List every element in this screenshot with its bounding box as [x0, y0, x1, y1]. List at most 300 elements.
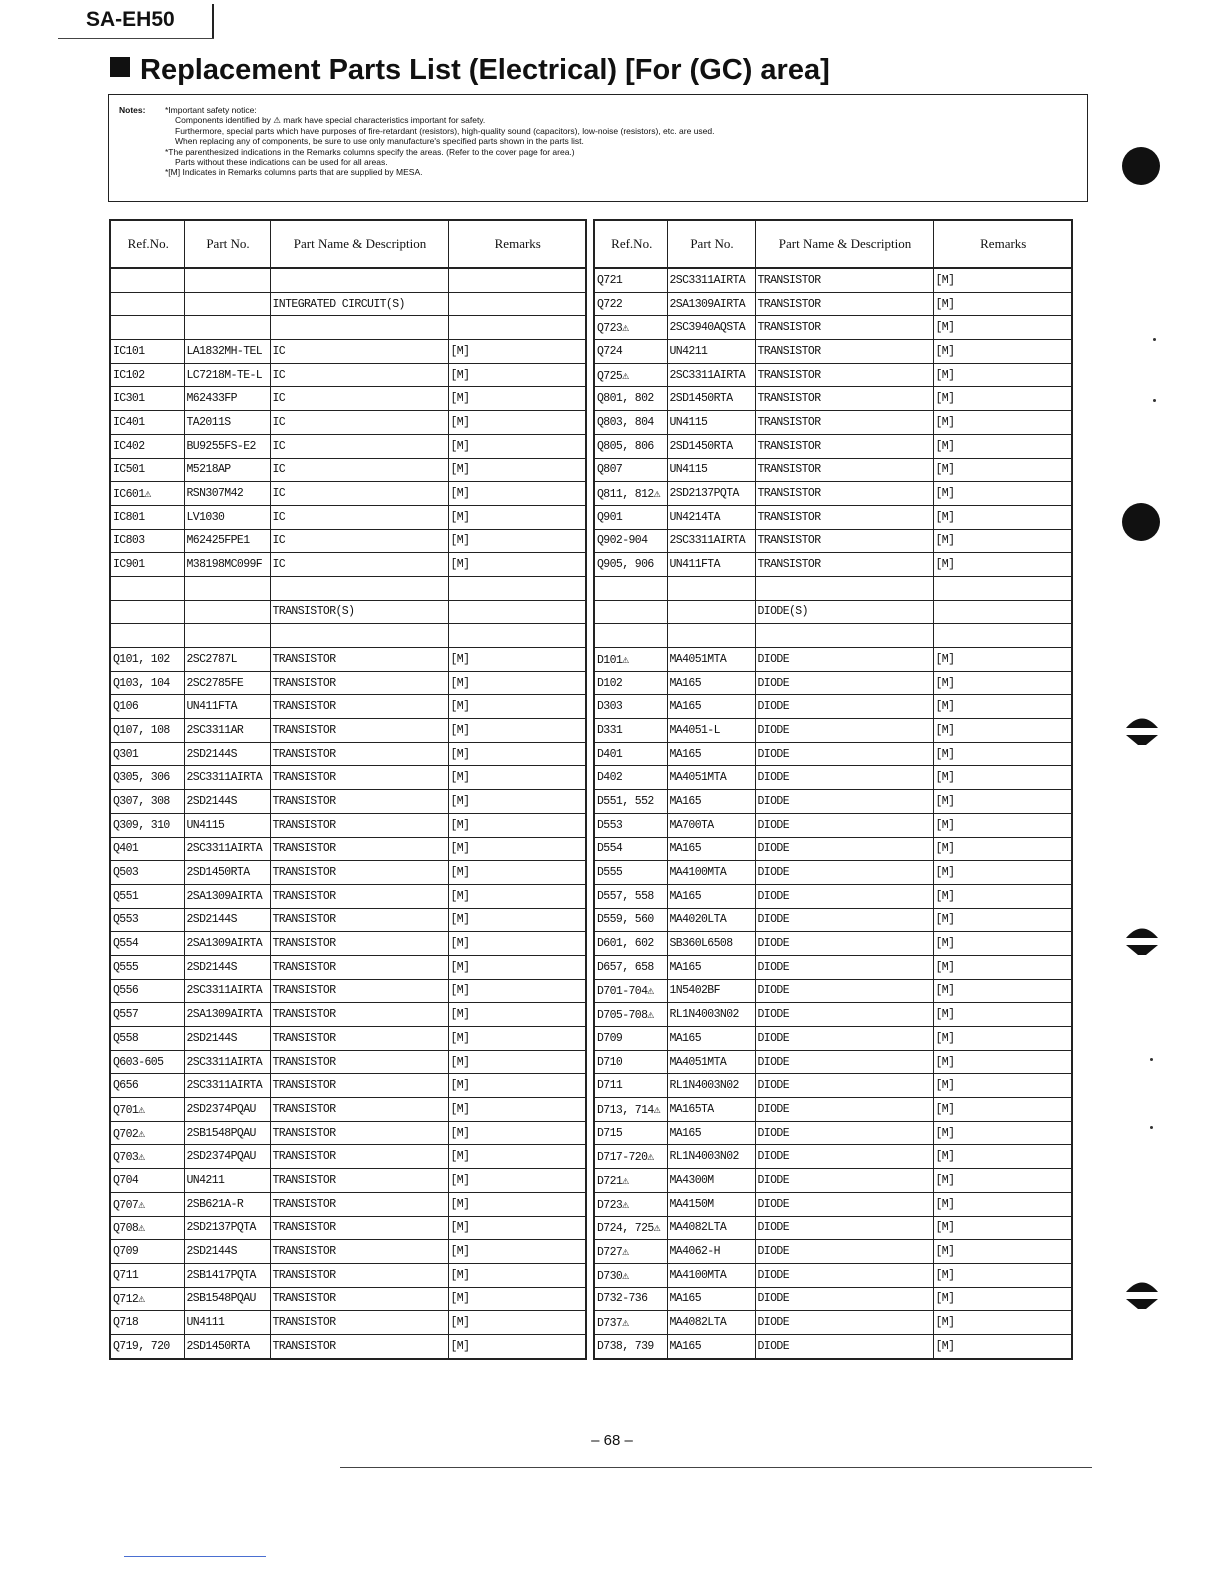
ref-no-cell	[110, 624, 184, 648]
remarks-cell: [M]	[933, 955, 1072, 979]
remarks-cell: [M]	[448, 363, 586, 387]
description-cell: DIODE	[755, 648, 933, 672]
table-row	[110, 434, 586, 458]
part-no-cell: MA4051MTA	[667, 1050, 755, 1074]
table-row	[110, 1121, 586, 1145]
remarks-cell	[448, 576, 586, 600]
part-no-cell: MA4051-L	[667, 719, 755, 743]
ref-no-cell: D553	[594, 813, 667, 837]
table-row	[594, 742, 1072, 766]
description-cell: IC	[270, 340, 448, 364]
table-row	[594, 932, 1072, 956]
part-no-cell: MA4100MTA	[667, 1263, 755, 1287]
part-no-cell: M5218AP	[184, 458, 270, 482]
description-cell: DIODE	[755, 1074, 933, 1098]
ref-no-cell: D551, 552	[594, 790, 667, 814]
part-no-cell: UN411FTA	[667, 553, 755, 577]
ref-no-cell: IC801	[110, 505, 184, 529]
part-no-cell: LC7218M-TE-L	[184, 363, 270, 387]
description-cell: IC	[270, 363, 448, 387]
table-row	[110, 790, 586, 814]
table-row	[594, 363, 1072, 387]
col-header-remarks: Remarks	[448, 220, 586, 268]
table-row	[110, 1145, 586, 1169]
description-cell: DIODE	[755, 979, 933, 1003]
remarks-cell: [M]	[448, 671, 586, 695]
description-cell: TRANSISTOR	[270, 1098, 448, 1122]
part-no-cell: 2SD1450RTA	[184, 1334, 270, 1358]
remarks-cell: [M]	[933, 884, 1072, 908]
ref-no-cell: Q554	[110, 932, 184, 956]
remarks-cell	[933, 624, 1072, 648]
table-row	[594, 837, 1072, 861]
part-no-cell: 2SC3311AIRTA	[667, 268, 755, 292]
table-row	[594, 1216, 1072, 1240]
part-no-cell: MA165	[667, 955, 755, 979]
description-cell: TRANSISTOR	[270, 790, 448, 814]
ref-no-cell: IC601⚠	[110, 482, 184, 506]
description-cell: DIODE	[755, 742, 933, 766]
table-row	[110, 1216, 586, 1240]
scan-speck	[1153, 399, 1156, 402]
part-no-cell: MA165	[667, 695, 755, 719]
remarks-cell: [M]	[448, 979, 586, 1003]
table-row	[594, 292, 1072, 316]
description-cell: TRANSISTOR	[755, 458, 933, 482]
ref-no-cell: IC402	[110, 434, 184, 458]
ref-no-cell: D559, 560	[594, 908, 667, 932]
ref-no-cell: IC901	[110, 553, 184, 577]
ref-no-cell: Q558	[110, 1027, 184, 1051]
remarks-cell: [M]	[933, 411, 1072, 435]
description-cell: TRANSISTOR	[270, 695, 448, 719]
ref-no-cell: Q718	[110, 1311, 184, 1335]
part-no-cell: M38198MC099F	[184, 553, 270, 577]
table-row	[110, 813, 586, 837]
page-title-text: Replacement Parts List (Electrical) [For (GC) area]	[140, 54, 830, 86]
col-header-description: Part Name & Description	[755, 220, 933, 268]
part-no-cell: RSN307M42	[184, 482, 270, 506]
part-no-cell: MA4150M	[667, 1192, 755, 1216]
remarks-cell: [M]	[448, 553, 586, 577]
notes-body	[165, 105, 1087, 178]
part-no-cell: 2SA1309AIRTA	[184, 1003, 270, 1027]
table-row	[594, 340, 1072, 364]
table-row	[594, 719, 1072, 743]
description-cell: DIODE	[755, 1287, 933, 1311]
description-cell: TRANSISTOR	[270, 1003, 448, 1027]
col-header-part-no: Part No.	[184, 220, 270, 268]
description-cell	[270, 268, 448, 292]
table-row	[110, 482, 586, 506]
part-no-cell: 2SD2144S	[184, 955, 270, 979]
remarks-cell: [M]	[933, 837, 1072, 861]
ref-no-cell: Q551	[110, 884, 184, 908]
remarks-cell: [M]	[448, 908, 586, 932]
table-row	[110, 742, 586, 766]
description-cell: IC	[270, 434, 448, 458]
ref-no-cell: Q902-904	[594, 529, 667, 553]
table-row	[110, 884, 586, 908]
remarks-cell: [M]	[448, 1334, 586, 1358]
notes-line: When replacing any of components, be sure to use only manufacture's specified parts shown in the parts list.	[175, 136, 584, 147]
part-no-cell: 2SB621A-R	[184, 1192, 270, 1216]
description-cell: TRANSISTOR	[270, 861, 448, 885]
ref-no-cell: Q709	[110, 1240, 184, 1264]
ref-no-cell: D721⚠	[594, 1169, 667, 1193]
remarks-cell: [M]	[933, 387, 1072, 411]
ref-no-cell	[594, 624, 667, 648]
table-row	[594, 1192, 1072, 1216]
part-no-cell: 2SB1417PQTA	[184, 1263, 270, 1287]
description-cell: DIODE(S)	[755, 600, 933, 624]
remarks-cell: [M]	[933, 1098, 1072, 1122]
notes-line: Parts without these indications can be used for all areas.	[175, 157, 388, 168]
part-no-cell: MA700TA	[667, 813, 755, 837]
remarks-cell: [M]	[933, 742, 1072, 766]
description-cell: TRANSISTOR	[270, 1240, 448, 1264]
remarks-cell: [M]	[448, 529, 586, 553]
table-row	[110, 648, 586, 672]
table-row	[594, 1121, 1072, 1145]
remarks-cell: [M]	[448, 411, 586, 435]
table-row	[110, 671, 586, 695]
description-cell: DIODE	[755, 1027, 933, 1051]
ref-no-cell: IC803	[110, 529, 184, 553]
table-row	[110, 340, 586, 364]
table-row	[594, 884, 1072, 908]
remarks-cell: [M]	[933, 340, 1072, 364]
part-no-cell: 2SD1450RTA	[184, 861, 270, 885]
description-cell: TRANSISTOR	[270, 1192, 448, 1216]
header-underline	[58, 38, 214, 39]
description-cell: TRANSISTOR	[755, 411, 933, 435]
remarks-cell: [M]	[933, 458, 1072, 482]
ref-no-cell: Q103, 104	[110, 671, 184, 695]
remarks-cell: [M]	[448, 648, 586, 672]
part-no-cell: 2SD2374PQAU	[184, 1145, 270, 1169]
part-no-cell: 2SC3311AIRTA	[667, 529, 755, 553]
description-cell: DIODE	[755, 1192, 933, 1216]
description-cell: TRANSISTOR	[755, 505, 933, 529]
notes-line: *Important safety notice:	[165, 105, 257, 115]
table-row	[110, 600, 586, 624]
part-no-cell: MA4051MTA	[667, 648, 755, 672]
remarks-cell: [M]	[933, 363, 1072, 387]
description-cell: TRANSISTOR	[755, 363, 933, 387]
description-cell: TRANSISTOR	[270, 1074, 448, 1098]
description-cell: IC	[270, 505, 448, 529]
scan-speck	[1150, 1058, 1153, 1061]
part-no-cell: MA4051MTA	[667, 766, 755, 790]
remarks-cell: [M]	[933, 790, 1072, 814]
scan-speck	[1150, 1126, 1153, 1129]
description-cell: IC	[270, 553, 448, 577]
part-no-cell: 2SD2144S	[184, 742, 270, 766]
remarks-cell	[933, 576, 1072, 600]
table-row	[594, 861, 1072, 885]
remarks-cell: [M]	[448, 1003, 586, 1027]
description-cell: IC	[270, 411, 448, 435]
table-row	[594, 458, 1072, 482]
table-row	[594, 576, 1072, 600]
part-no-cell: 2SB1548PQAU	[184, 1287, 270, 1311]
part-no-cell	[184, 292, 270, 316]
remarks-cell	[448, 624, 586, 648]
table-header-row	[110, 220, 586, 268]
part-no-cell	[184, 624, 270, 648]
description-cell: TRANSISTOR	[755, 292, 933, 316]
remarks-cell: [M]	[933, 553, 1072, 577]
ref-no-cell: Q805, 806	[594, 434, 667, 458]
description-cell: TRANSISTOR	[755, 529, 933, 553]
ref-no-cell	[594, 600, 667, 624]
part-no-cell: 2SC3311AR	[184, 719, 270, 743]
remarks-cell: [M]	[933, 292, 1072, 316]
remarks-cell	[448, 268, 586, 292]
remarks-cell	[448, 292, 586, 316]
remarks-cell: [M]	[448, 884, 586, 908]
part-no-cell	[184, 576, 270, 600]
description-cell	[755, 576, 933, 600]
remarks-cell: [M]	[448, 813, 586, 837]
ref-no-cell: IC101	[110, 340, 184, 364]
table-row	[110, 1074, 586, 1098]
description-cell: TRANSISTOR	[755, 340, 933, 364]
model-number: SA-EH50	[86, 8, 175, 31]
description-cell	[270, 624, 448, 648]
description-cell: TRANSISTOR	[270, 1334, 448, 1358]
description-cell: TRANSISTOR	[270, 908, 448, 932]
part-no-cell: MA4082LTA	[667, 1216, 755, 1240]
table-row	[110, 766, 586, 790]
description-cell: TRANSISTOR	[755, 316, 933, 340]
description-cell: DIODE	[755, 790, 933, 814]
table-row	[594, 695, 1072, 719]
part-no-cell: 2SD2374PQAU	[184, 1098, 270, 1122]
remarks-cell: [M]	[933, 316, 1072, 340]
ref-no-cell: Q555	[110, 955, 184, 979]
remarks-cell: [M]	[448, 932, 586, 956]
remarks-cell: [M]	[448, 719, 586, 743]
col-header-description: Part Name & Description	[270, 220, 448, 268]
part-no-cell	[184, 316, 270, 340]
table-row	[110, 1192, 586, 1216]
table-row	[594, 1263, 1072, 1287]
description-cell: TRANSISTOR	[270, 884, 448, 908]
ref-no-cell: Q307, 308	[110, 790, 184, 814]
notes-line: Furthermore, special parts which have purposes of fire-retardant (resistors), high-quality sound (capacitors), low-noise (resistors), etc. are used.	[175, 125, 715, 136]
ref-no-cell: D555	[594, 861, 667, 885]
remarks-cell: [M]	[448, 695, 586, 719]
remarks-cell: [M]	[933, 1169, 1072, 1193]
description-cell: DIODE	[755, 1003, 933, 1027]
part-no-cell: MA4062-H	[667, 1240, 755, 1264]
description-cell: TRANSISTOR	[270, 955, 448, 979]
table-row	[594, 1098, 1072, 1122]
ref-no-cell: Q301	[110, 742, 184, 766]
ref-no-cell: Q803, 804	[594, 411, 667, 435]
ref-no-cell	[594, 576, 667, 600]
part-no-cell: 2SC3940AQSTA	[667, 316, 755, 340]
table-row	[594, 434, 1072, 458]
description-cell: INTEGRATED CIRCUIT(S)	[270, 292, 448, 316]
header-divider	[212, 4, 214, 38]
table-row	[110, 695, 586, 719]
remarks-cell: [M]	[448, 340, 586, 364]
table-row	[110, 458, 586, 482]
table-row	[594, 979, 1072, 1003]
remarks-cell: [M]	[933, 766, 1072, 790]
ref-no-cell: Q701⚠	[110, 1098, 184, 1122]
table-row	[594, 1169, 1072, 1193]
part-no-cell: 2SC3311AIRTA	[184, 766, 270, 790]
ref-no-cell: Q719, 720	[110, 1334, 184, 1358]
description-cell: DIODE	[755, 766, 933, 790]
ref-no-cell: D657, 658	[594, 955, 667, 979]
ref-no-cell: D402	[594, 766, 667, 790]
table-row	[110, 1287, 586, 1311]
part-no-cell: 2SD2144S	[184, 1027, 270, 1051]
ref-no-cell: D557, 558	[594, 884, 667, 908]
table-row	[110, 411, 586, 435]
registration-mark-icon	[1124, 1277, 1160, 1311]
table-row	[110, 932, 586, 956]
footer-link-line	[124, 1556, 266, 1557]
table-row	[594, 1334, 1072, 1358]
description-cell: DIODE	[755, 861, 933, 885]
part-no-cell: 2SD2144S	[184, 908, 270, 932]
part-no-cell: 2SD2144S	[184, 790, 270, 814]
table-row	[110, 979, 586, 1003]
table-row	[110, 624, 586, 648]
table-row	[110, 1240, 586, 1264]
remarks-cell: [M]	[933, 695, 1072, 719]
remarks-cell: [M]	[933, 1121, 1072, 1145]
part-no-cell: TA2011S	[184, 411, 270, 435]
description-cell: DIODE	[755, 1145, 933, 1169]
description-cell: TRANSISTOR	[270, 1216, 448, 1240]
table-row	[110, 908, 586, 932]
description-cell: TRANSISTOR	[270, 813, 448, 837]
ref-no-cell: Q557	[110, 1003, 184, 1027]
ref-no-cell: D303	[594, 695, 667, 719]
remarks-cell: [M]	[933, 1263, 1072, 1287]
remarks-cell: [M]	[933, 1027, 1072, 1051]
part-no-cell: RL1N4003N02	[667, 1074, 755, 1098]
scan-speck	[1153, 338, 1156, 341]
table-row	[110, 1050, 586, 1074]
remarks-cell: [M]	[448, 1240, 586, 1264]
table-row	[110, 1169, 586, 1193]
remarks-cell: [M]	[448, 1098, 586, 1122]
remarks-cell: [M]	[933, 434, 1072, 458]
remarks-cell: [M]	[448, 790, 586, 814]
ref-no-cell: Q811, 812⚠	[594, 482, 667, 506]
part-no-cell: LA1832MH-TEL	[184, 340, 270, 364]
description-cell: TRANSISTOR	[270, 648, 448, 672]
description-cell: TRANSISTOR	[270, 671, 448, 695]
ref-no-cell: D723⚠	[594, 1192, 667, 1216]
notes-line: Components identified by ⚠ mark have special characteristics important for safety.	[175, 115, 486, 126]
remarks-cell: [M]	[933, 1311, 1072, 1335]
table-row	[594, 316, 1072, 340]
part-no-cell: 2SA1309AIRTA	[184, 932, 270, 956]
part-no-cell: 2SD1450RTA	[667, 387, 755, 411]
binding-hole-icon	[1122, 147, 1160, 185]
binding-hole-icon	[1122, 503, 1160, 541]
part-no-cell: UN4214TA	[667, 505, 755, 529]
description-cell: DIODE	[755, 1050, 933, 1074]
table-row	[594, 790, 1072, 814]
remarks-cell: [M]	[933, 671, 1072, 695]
description-cell: DIODE	[755, 1121, 933, 1145]
parts-table-left	[109, 219, 587, 1360]
col-header-part-no: Part No.	[667, 220, 755, 268]
ref-no-cell: Q556	[110, 979, 184, 1003]
ref-no-cell: Q553	[110, 908, 184, 932]
description-cell: TRANSISTOR(S)	[270, 600, 448, 624]
ref-no-cell: D730⚠	[594, 1263, 667, 1287]
table-row	[110, 316, 586, 340]
table-row	[110, 292, 586, 316]
table-row	[110, 363, 586, 387]
ref-no-cell: Q702⚠	[110, 1121, 184, 1145]
table-row	[594, 411, 1072, 435]
part-no-cell: 2SA1309AIRTA	[667, 292, 755, 316]
ref-no-cell: Q708⚠	[110, 1216, 184, 1240]
ref-no-cell: Q725⚠	[594, 363, 667, 387]
table-row	[594, 1050, 1072, 1074]
part-no-cell: M62425FPE1	[184, 529, 270, 553]
description-cell: TRANSISTOR	[270, 1263, 448, 1287]
remarks-cell: [M]	[448, 1287, 586, 1311]
ref-no-cell: D101⚠	[594, 648, 667, 672]
table-row	[110, 529, 586, 553]
table-row	[110, 1334, 586, 1358]
ref-no-cell: Q309, 310	[110, 813, 184, 837]
parts-table-right	[593, 219, 1073, 1360]
part-no-cell: MA165TA	[667, 1098, 755, 1122]
ref-no-cell: D102	[594, 671, 667, 695]
remarks-cell: [M]	[933, 908, 1072, 932]
part-no-cell: RL1N4003N02	[667, 1145, 755, 1169]
part-no-cell: 1N5402BF	[667, 979, 755, 1003]
description-cell: TRANSISTOR	[270, 766, 448, 790]
description-cell: DIODE	[755, 908, 933, 932]
part-no-cell: UN4211	[667, 340, 755, 364]
ref-no-cell: Q656	[110, 1074, 184, 1098]
description-cell	[270, 576, 448, 600]
description-cell: TRANSISTOR	[755, 482, 933, 506]
part-no-cell: 2SC3311AIRTA	[184, 979, 270, 1003]
remarks-cell: [M]	[448, 955, 586, 979]
remarks-cell: [M]	[933, 268, 1072, 292]
ref-no-cell: IC301	[110, 387, 184, 411]
table-row	[594, 1027, 1072, 1051]
ref-no-cell: Q721	[594, 268, 667, 292]
table-row	[594, 1287, 1072, 1311]
part-no-cell: UN411FTA	[184, 695, 270, 719]
remarks-cell: [M]	[448, 1311, 586, 1335]
part-no-cell: 2SD1450RTA	[667, 434, 755, 458]
table-row	[594, 482, 1072, 506]
description-cell: TRANSISTOR	[270, 719, 448, 743]
part-no-cell: MA165	[667, 1121, 755, 1145]
description-cell	[270, 316, 448, 340]
ref-no-cell: D401	[594, 742, 667, 766]
col-header-ref: Ref.No.	[110, 220, 184, 268]
